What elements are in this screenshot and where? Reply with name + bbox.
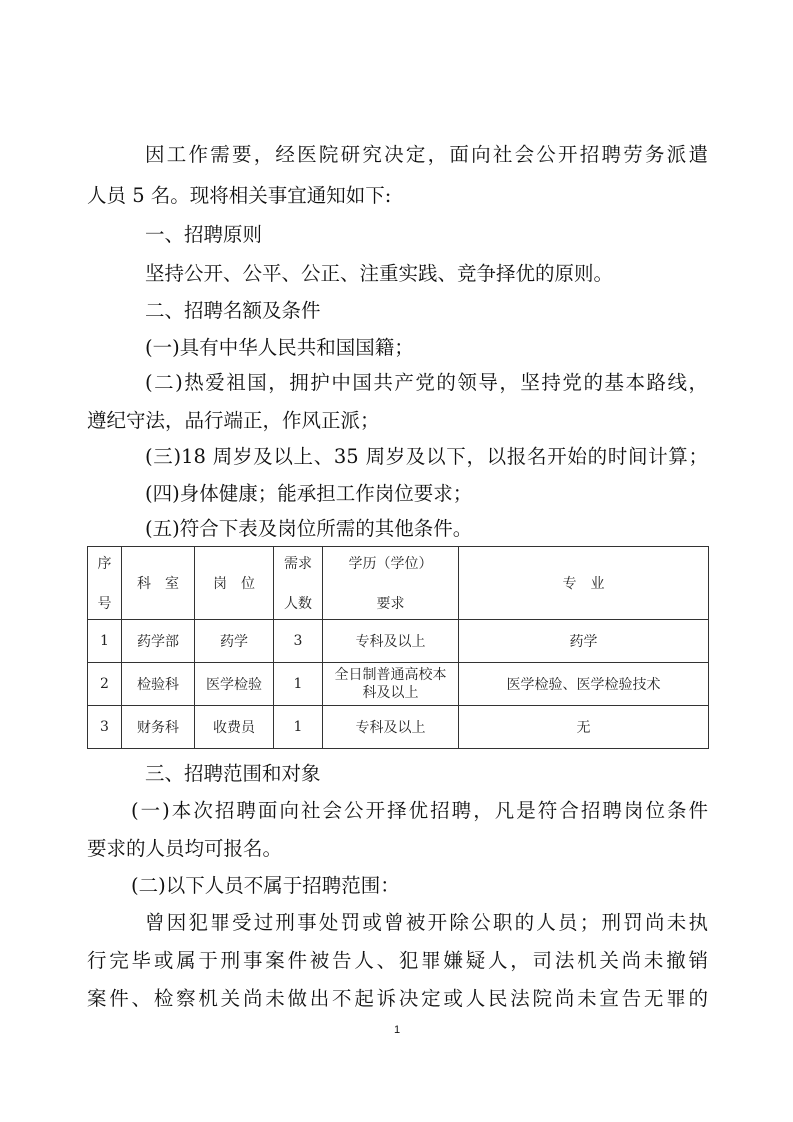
condition-5: (五)符合下表及岗位所需的其他条件。 <box>145 517 473 540</box>
intro-line-1: 因工作需要，经医院研究决定，面向社会公开招聘劳务派遣 <box>145 143 708 166</box>
scope-1-line-2: 要求的人员均可报名。 <box>87 837 283 860</box>
cell-seq: 2 <box>88 663 122 706</box>
header-count <box>274 547 323 620</box>
intro-line-2: 人员 5 名。现将相关事宜通知如下: <box>87 184 392 207</box>
cell-post: 医学检验 <box>195 663 274 706</box>
cell-post: 收费员 <box>195 706 274 749</box>
page-number: 1 <box>393 1024 401 1036</box>
header-count-top: 需求 <box>284 556 312 572</box>
cell-education-text: 全日制普通高校本科及以上 <box>334 667 447 701</box>
scope-2: (二)以下人员不属于招聘范围： <box>131 874 400 897</box>
condition-1: (一)具有中华人民共和国国籍； <box>145 336 414 359</box>
condition-4: (四)身体健康；能承担工作岗位要求； <box>145 482 473 505</box>
header-education-bottom: 要求 <box>376 596 405 612</box>
header-education-top: 学历（学位） <box>348 556 433 572</box>
cell-seq: 3 <box>88 706 122 749</box>
cell-dept: 药学部 <box>122 620 195 663</box>
section-2-title: 二、招聘名额及条件 <box>145 299 321 322</box>
header-major: 专 业 <box>459 547 709 620</box>
cell-dept: 财务科 <box>122 706 195 749</box>
cell-count: 3 <box>274 620 323 663</box>
table-header-row <box>88 547 709 620</box>
exclusion-line-3: 案件、检察机关尚未做出不起诉决定或人民法院尚未宣告无罪的 <box>87 987 708 1010</box>
table-row <box>88 706 709 749</box>
condition-2-line-2: 遵纪守法，品行端正，作风正派； <box>87 409 380 432</box>
header-seq-top: 序 <box>97 556 112 572</box>
header-dept: 科 室 <box>122 547 195 620</box>
cell-education: 专科及以上 <box>323 706 459 749</box>
section-1-text: 坚持公开、公平、公正、注重实践、竞争择优的原则。 <box>145 262 614 285</box>
header-count-bottom: 人数 <box>284 596 312 612</box>
cell-major: 医学检验、医学检验技术 <box>459 663 709 706</box>
cell-count: 1 <box>274 706 323 749</box>
header-seq <box>88 547 122 620</box>
table-row <box>88 620 709 663</box>
cell-seq: 1 <box>88 620 122 663</box>
cell-dept: 检验科 <box>122 663 195 706</box>
condition-2-line-1: (二)热爱祖国，拥护中国共产党的领导，坚持党的基本路线， <box>145 371 708 394</box>
cell-education <box>323 663 459 706</box>
exclusion-line-1: 曾因犯罪受过刑事处罚或曾被开除公职的人员；刑罚尚未执 <box>145 911 708 934</box>
cell-major: 药学 <box>459 620 709 663</box>
scope-1-line-1: (一)本次招聘面向社会公开择优招聘，凡是符合招聘岗位条件 <box>131 799 708 822</box>
section-3-title: 三、招聘范围和对象 <box>145 762 321 785</box>
header-post: 岗 位 <box>195 547 274 620</box>
cell-post: 药学 <box>195 620 274 663</box>
exclusion-line-2: 行完毕或属于刑事案件被告人、犯罪嫌疑人，司法机关尚未撤销 <box>87 949 708 972</box>
table-row <box>88 663 709 706</box>
cell-major: 无 <box>459 706 709 749</box>
section-1-title: 一、招聘原则 <box>145 223 263 246</box>
cell-education: 专科及以上 <box>323 620 459 663</box>
recruitment-table <box>87 546 709 749</box>
cell-count: 1 <box>274 663 323 706</box>
header-education <box>323 547 459 620</box>
header-seq-bottom: 号 <box>97 596 112 612</box>
condition-3: (三)18 周岁及以上、35 周岁及以下，以报名开始的时间计算； <box>145 445 708 468</box>
